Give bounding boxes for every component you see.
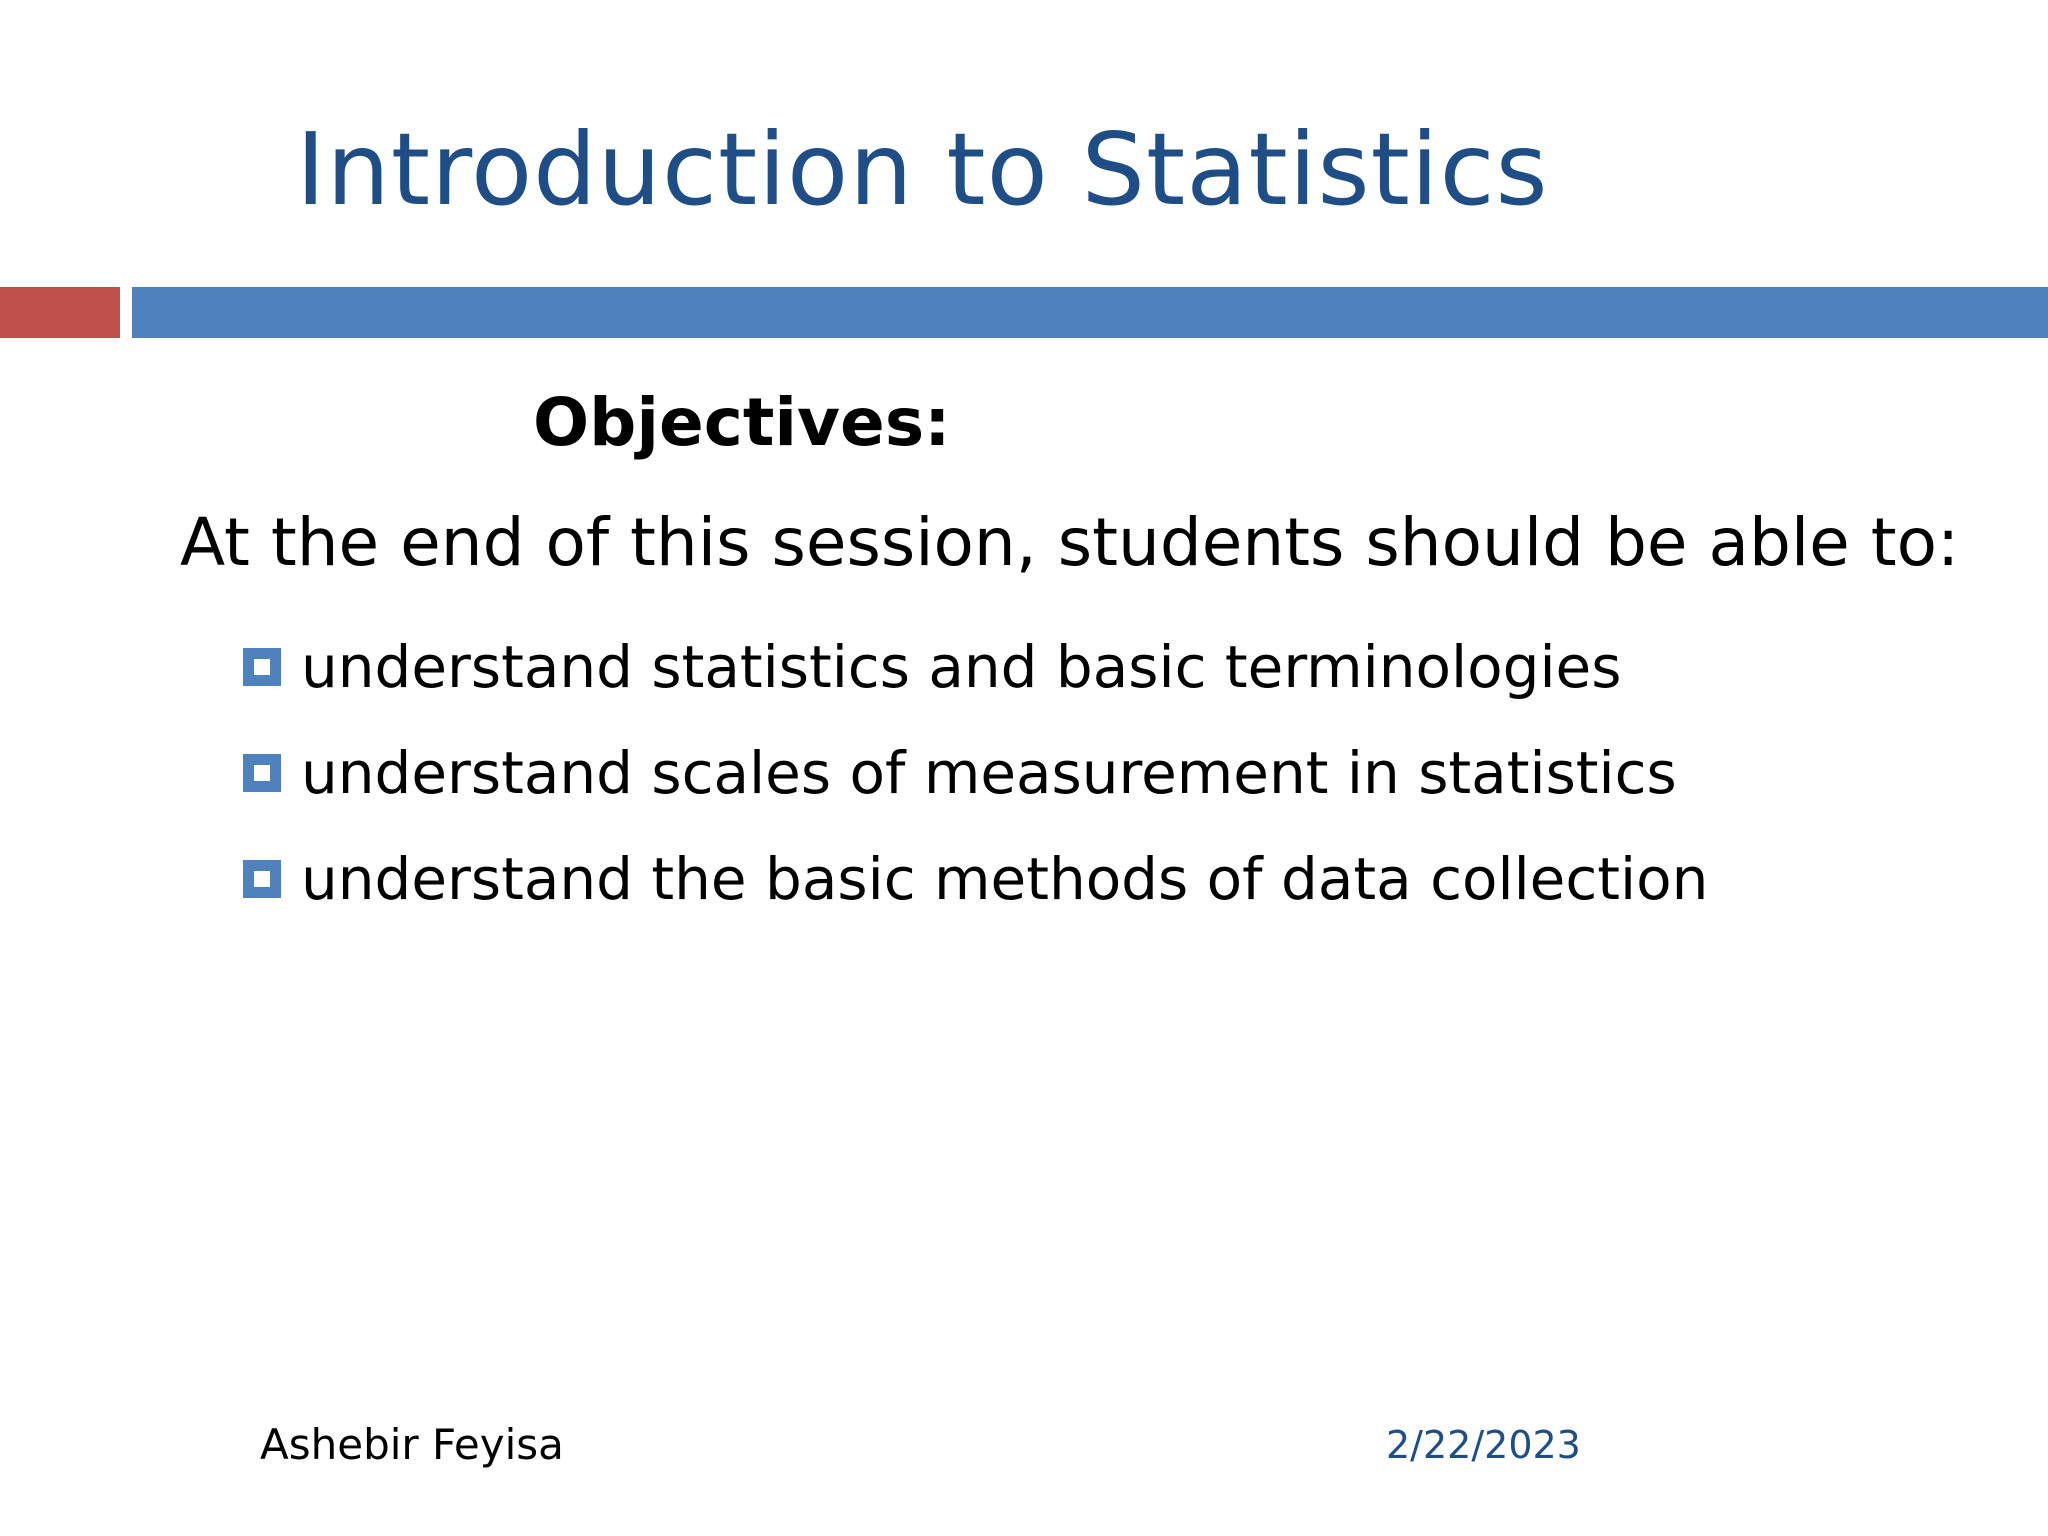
objectives-heading: Objectives: <box>533 384 951 461</box>
list-item <box>243 720 1708 826</box>
title-divider-bar <box>132 287 2048 338</box>
accent-bar <box>0 287 120 338</box>
hollow-square-icon <box>243 860 281 898</box>
footer-date: 2/22/2023 <box>1386 1423 1581 1467</box>
list-item <box>243 826 1708 932</box>
list-item <box>243 614 1708 720</box>
hollow-square-icon <box>243 754 281 792</box>
objective-text: understand the basic methods of data collection <box>301 845 1709 913</box>
intro-text: At the end of this session, students should be able to: <box>180 504 1960 581</box>
objective-text: understand scales of measurement in statistics <box>301 739 1677 807</box>
objective-text: understand statistics and basic terminologies <box>301 633 1622 701</box>
slide-title: Introduction to Statistics <box>296 111 1549 228</box>
footer-author: Ashebir Feyisa <box>260 1420 564 1469</box>
objective-list <box>243 614 1708 932</box>
hollow-square-icon <box>243 648 281 686</box>
